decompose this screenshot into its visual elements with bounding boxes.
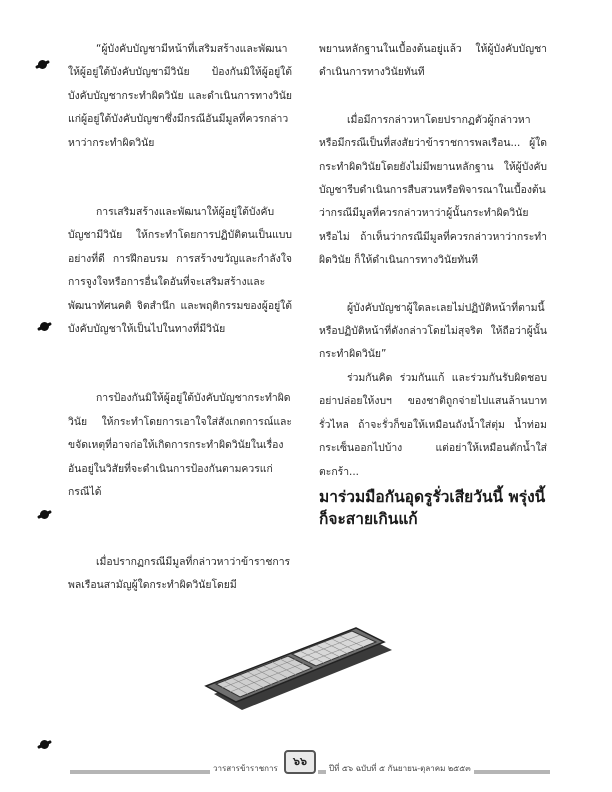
paragraph: “ผู้บังคับบัญชามีหน้าที่เสริมสร้างและพัฒนาให้ผู้อยู่ใต้บังคับบัญชามีวินัย ป้องกันมิให้ผู้อยู่ใต้บังคับบัญชากระทำผิดวินัย และดำเนินการทางวินัยแก่ผู้อยู่ใต้บังคับบัญชาซึ่งมีกรณีอันมีมูลที่ควรกล่าวหาว่ากระทำผิดวินัย (68, 43, 292, 149)
footer-journal-name: วารสารข้าราชการ (210, 762, 281, 775)
paragraph: พยานหลักฐานในเบื้องต้นอยู่แล้ว ให้ผู้บังคับบัญชาดำเนินการทางวินัยทันที (319, 43, 547, 79)
bullet-mark-icon (40, 510, 49, 519)
bullet-mark-icon (40, 322, 49, 331)
right-column (319, 38, 547, 530)
bullet-mark-icon (38, 60, 47, 69)
paragraph: การเสริมสร้างและพัฒนาให้ผู้อยู่ใต้บังคับบัญชามีวินัย ให้กระทำโดยการปฏิบัติตนเป็นแบบอย่างที่ดี การฝึกอบรม การสร้างขวัญและกำลังใจ การจูงใจหรือการอื่นใดอันที่จะเสริมสร้างและพัฒนาทัศนคติ จิตสำนึก และพฤติกรรมของผู้อยู่ใต้บังคับบัญชาให้เป็นไปในทางที่มีวินัย (68, 206, 292, 336)
paragraph: ร่วมกันคิด ร่วมกันแก้ และร่วมกันรับผิดชอบ อย่าปล่อยให้งบฯ ของชาติถูกจ่ายไปแสนล้านบาท รั่วไหล ถ้าจะรั่วก็ขอให้เหมือนถังน้ำใส่ตุ่ม น้ำท่อมกระเซ็นออกไปบ้าง แต่อย่าให้เหมือนตักน้ำใส่ตะกร้า... (319, 371, 547, 478)
bullet-mark-icon (40, 740, 49, 749)
paragraph: ผู้บังคับบัญชาผู้ใดละเลยไม่ปฏิบัติหน้าที่ตามนี้ หรือปฏิบัติหน้าที่ดังกล่าวโดยไม่สุจริต ให้ถือว่าผู้นั้นกระทำผิดวินัย” (319, 301, 547, 361)
page-number: ๖๖ (284, 750, 316, 774)
paragraph: การป้องกันมิให้ผู้อยู่ใต้บังคับบัญชากระทำผิดวินัย ให้กระทำโดยการเอาใจใส่สังเกตการณ์และขจัดเหตุที่อาจก่อให้เกิดการกระทำผิดวินัยในเรื่องอันอยู่ในวิสัยที่จะดำเนินการป้องกันตามควรแก่กรณีได้ (68, 392, 292, 499)
solar-panel-illustration-icon (196, 602, 408, 714)
paragraph: เมื่อมีการกล่าวหาโดยปรากฏตัวผู้กล่าวหาหรือมีกรณีเป็นที่สงสัยว่าข้าราชการพลเรือน... ผู้ใดกระทำผิดวินัยโดยยังไม่มีพยานหลักฐาน ให้ผู้บังคับบัญชารีบดำเนินการสืบสวนหรือพิจารณาในเบื้องต้นว่ากรณีมีมูลที่ควรกล่าวหาว่าผู้นั้นกระทำผิดวินัยหรือไม่ ถ้าเห็นว่ากรณีมีมูลที่ควรกล่าวหาว่ากระทำผิดวินัย ก็ให้ดำเนินการทางวินัยทันที (319, 113, 547, 267)
closing-slogan: มาร่วมมือกันอุดรูรั่วเสียวันนี้ พรุ่งนี้ก็จะสายเกินแก้ (319, 487, 546, 528)
left-column (68, 38, 292, 597)
paragraph: เมื่อปรากฏกรณีมีมูลที่กล่าวหาว่าข้าราชการพลเรือนสามัญผู้ใดกระทำผิดวินัยโดยมี (68, 555, 291, 591)
footer-issue: ปีที่ ๕๖ ฉบับที่ ๕ กันยายน-ตุลาคม ๒๕๕๓ (326, 762, 474, 775)
